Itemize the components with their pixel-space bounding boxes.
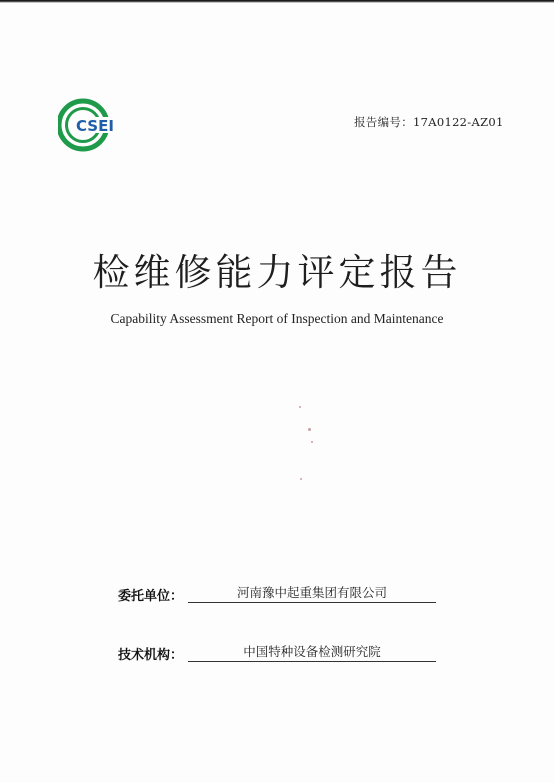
- report-number: 报告编号：17A0122-AZ01: [354, 115, 504, 129]
- scan-speck: [308, 428, 311, 431]
- institution-field: [118, 642, 448, 664]
- csei-logo: [58, 96, 138, 154]
- institution-value: 中国特种设备检测研究院: [243, 644, 381, 659]
- client-label: 委托单位：: [118, 589, 184, 604]
- client-underline: [188, 602, 436, 603]
- client-field: [118, 583, 448, 605]
- scan-speck: [299, 406, 301, 408]
- institution-underline: [188, 661, 436, 662]
- scan-top-edge: [0, 0, 554, 3]
- report-title-english: Capability Assessment Report of Inspection and Maintenance: [110, 311, 444, 326]
- institution-label: 技术机构：: [118, 648, 184, 663]
- report-title-chinese: 检维修能力评定报告: [92, 251, 462, 294]
- csei-logo-text: CSEI: [76, 117, 114, 135]
- client-value: 河南豫中起重集团有限公司: [236, 585, 387, 600]
- scan-speck: [311, 441, 313, 443]
- scan-speck: [300, 478, 302, 480]
